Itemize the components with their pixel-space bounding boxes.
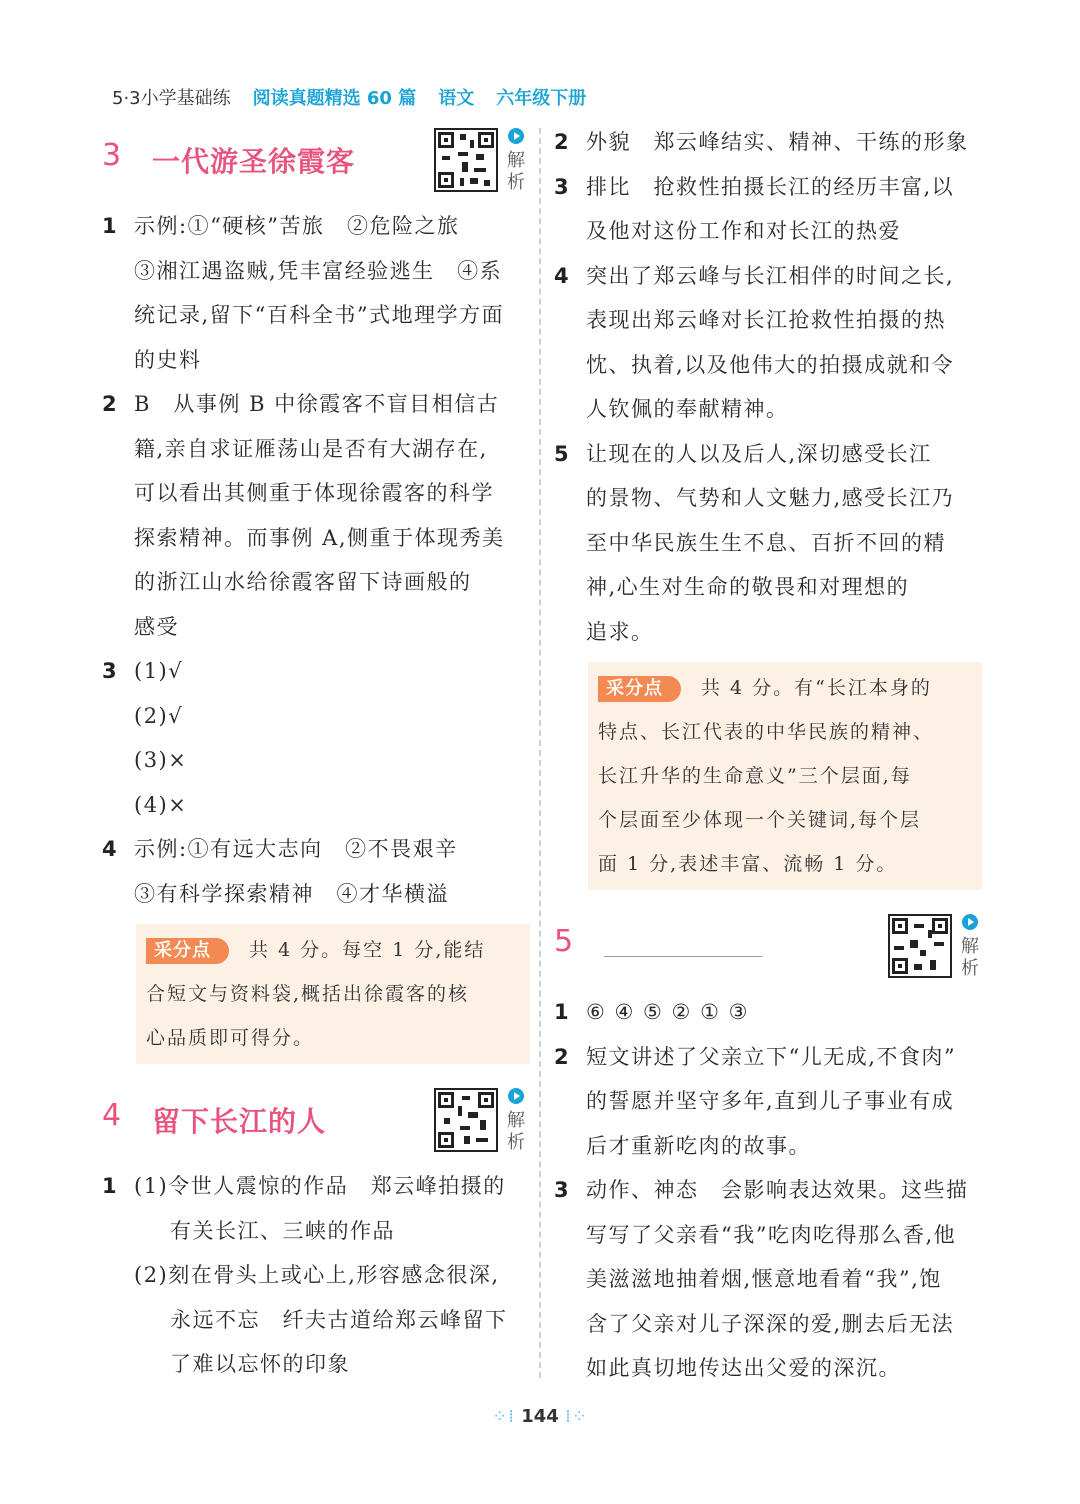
analysis-label: 解析	[507, 1110, 525, 1153]
section-5-header	[552, 906, 982, 990]
section-title: 一代游圣徐霞客	[152, 145, 356, 178]
section-3-header	[100, 120, 530, 204]
answer-item: 3 排比 抢救性拍摄长江的经历丰富,以 及他对这份工作和对长江的热爱	[554, 174, 955, 243]
section-title: 留下长江的人	[152, 1105, 327, 1138]
play-icon	[508, 128, 524, 144]
header-grade: 六年级下册	[496, 88, 587, 109]
analysis-link[interactable]	[504, 128, 528, 194]
left-column	[100, 120, 530, 1387]
title-blank-line	[604, 956, 762, 957]
qr-code-icon[interactable]	[434, 1088, 498, 1152]
section-number: 3	[102, 138, 122, 173]
answer-item: 3 动作、神态 会影响表达效果。这些描 写写了父亲看“我”吃肉吃得那么香,他 美滋滋地抽着烟,惬意地看着“我”,饱 含了父亲对儿子深深的爱,删去后无法 如此真切地传达出父爱的深沉。	[554, 1178, 969, 1380]
analysis-label: 解析	[507, 150, 525, 193]
analysis-label: 解析	[961, 936, 979, 979]
answer-item: 3 (1)√ (2)√ (3)× (4)×	[102, 659, 188, 817]
header-subject: 语文	[438, 88, 475, 109]
scoring-box: 采分点 共 4 分。每空 1 分,能结 合短文与资料袋,概括出徐霞客的核 心品质即可得分。	[136, 924, 530, 1064]
column-divider	[539, 128, 541, 1378]
scoring-tag: 采分点	[598, 676, 681, 702]
page-footer	[0, 1406, 1080, 1427]
section-number: 5	[554, 924, 574, 959]
header-brand: 5·3小学基础练	[112, 88, 231, 109]
qr-code-icon[interactable]	[888, 914, 952, 978]
scoring-box: 采分点 共 4 分。有“长江本身的 特点、长江代表的中华民族的精神、 长江升华的生命意义”三个层面,每 个层面至少体现一个关键词,每个层 面 1 分,表述丰富、流畅 1 分。	[588, 662, 982, 890]
page-number: 144	[521, 1406, 559, 1427]
answer-item: 4 突出了郑云峰与长江相伴的时间之长, 表现出郑云峰对长江抢救性拍摄的热 忱、执着,以及他伟大的拍摄成就和令 人钦佩的奉献精神。	[554, 263, 955, 421]
section-4-header	[100, 1080, 530, 1164]
play-icon	[962, 914, 978, 930]
ordering-answer: ⑥ ④ ⑤ ② ① ③	[586, 1000, 749, 1024]
answer-item: 1 (1)令世人震惊的作品 郑云峰拍摄的 有关长江、三峡的作品 (2)刻在骨头上或心上,形容感念很深, 永远不忘 纤夫古道给郑云峰留下 了难以忘怀的印象	[102, 1174, 508, 1376]
answer-item: 2 B 从事例 B 中徐霞客不盲目相信古 籍,亲自求证雁荡山是否有大湖存在, 可以看出其侧重于体现徐霞客的科学 探索精神。而事例 A,侧重于体现秀美 的浙江山水给徐霞客留下诗画般的 感受	[102, 392, 505, 639]
dots-left-icon: ⁘⁞	[492, 1406, 515, 1427]
dots-right-icon: ⁞⁘	[565, 1406, 588, 1427]
answer-item: 2 外貌 郑云峰结实、精神、干练的形象	[554, 130, 969, 154]
answer-item: 2 短文讲述了父亲立下“儿无成,不食肉” 的誓愿并坚守多年,直到儿子事业有成 后才重新吃肉的故事。	[554, 1044, 957, 1158]
answer-item: 1 ⑥ ④ ⑤ ② ① ③	[552, 990, 982, 1035]
page-header	[112, 82, 608, 112]
answer-item: 4 示例:①有远大志向 ②不畏艰辛 ③有科学探索精神 ④才华横溢	[102, 837, 458, 906]
answer-item: 1 示例:①“硬核”苦旅 ②危险之旅 ③湘江遇盗贼,凭丰富经验逃生 ④系 统记录,留下“百科全书”式地理学方面 的史料	[102, 214, 505, 372]
qr-code-icon[interactable]	[434, 128, 498, 192]
scoring-tag: 采分点	[146, 938, 229, 964]
right-column	[552, 120, 982, 1391]
play-icon	[508, 1088, 524, 1104]
section-number: 4	[102, 1098, 122, 1133]
analysis-link[interactable]	[504, 1088, 528, 1154]
header-series: 阅读真题精选 60 篇	[252, 88, 417, 109]
analysis-link[interactable]	[958, 914, 982, 980]
answer-item: 5 让现在的人以及后人,深切感受长江 的景物、气势和人文魅力,感受长江乃 至中华民族生生不息、百折不回的精 神,心生对生命的敬畏和对理想的 追求。	[554, 441, 955, 644]
